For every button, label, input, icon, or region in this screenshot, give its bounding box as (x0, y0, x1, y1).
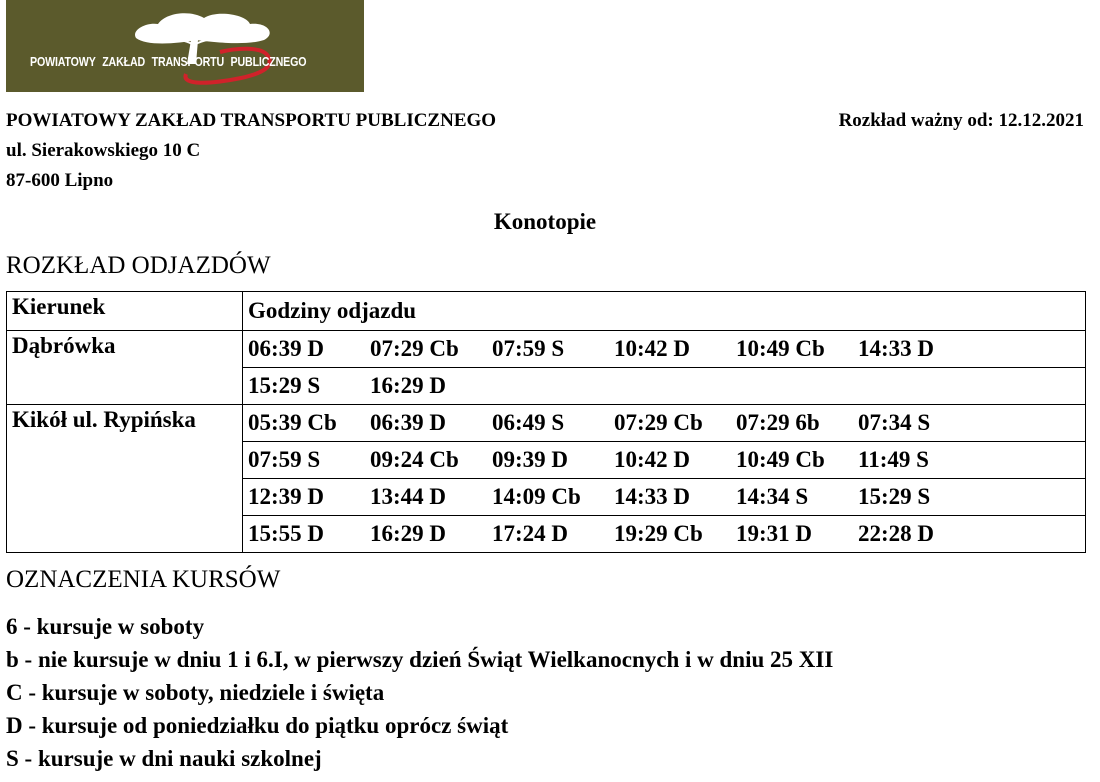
stop-name: Konotopie (493, 209, 597, 234)
departure-time: 07:59 S (248, 447, 321, 472)
times-cell (243, 405, 1086, 442)
departure-time: 19:29 Cb (614, 521, 703, 546)
departure-time: 10:42 D (614, 336, 691, 361)
legend-item: S - kursuje w dni nauki szkolnej (6, 746, 322, 771)
logo-word: ZAKŁAD (102, 54, 146, 69)
departure-time: 14:34 S (736, 484, 809, 509)
departure-time: 19:31 D (736, 521, 813, 546)
departure-time: 10:49 Cb (736, 447, 825, 472)
departure-time: 15:29 S (248, 373, 321, 398)
legend-item: b - nie kursuje w dniu 1 i 6.I, w pierwszy dzień Świąt Wielkanocnych i w dniu 25 XII (6, 647, 834, 672)
departure-time: 16:29 D (370, 521, 447, 546)
company-street: ul. Sierakowskiego 10 C (6, 140, 201, 161)
departure-time: 11:49 S (858, 447, 929, 472)
departure-time: 07:59 S (492, 336, 565, 361)
departure-time: 06:39 D (248, 336, 325, 361)
table-row (7, 405, 1086, 442)
departure-time: 13:44 D (370, 484, 447, 509)
times-cell (243, 331, 1086, 368)
departure-time: 07:29 Cb (614, 410, 703, 435)
departure-time: 14:09 Cb (492, 484, 581, 509)
company-address (6, 106, 496, 196)
times-cell (243, 516, 1086, 553)
legend-title: OZNACZENIA KURSÓW (6, 566, 281, 593)
company-city: 87-600 Lipno (6, 170, 114, 191)
departure-time: 10:49 Cb (736, 336, 825, 361)
column-header-hours: Godziny odjazdu (243, 292, 1086, 331)
departure-time: 14:33 D (858, 336, 935, 361)
table-row (7, 331, 1086, 368)
schedule-title: ROZKŁAD ODJAZDÓW (6, 252, 271, 279)
legend-list (6, 610, 833, 775)
legend-item: D - kursuje od poniedziałku do piątku oprócz świąt (6, 713, 509, 738)
logo-word: POWIATOWY (30, 54, 96, 69)
departure-time: 06:39 D (370, 410, 447, 435)
departure-time: 07:29 Cb (370, 336, 459, 361)
direction-name: Dąbrówka (7, 331, 243, 405)
departure-time: 09:39 D (492, 447, 569, 472)
departure-time: 14:33 D (614, 484, 691, 509)
company-name: POWIATOWY ZAKŁAD TRANSPORTU PUBLICZNEGO (6, 110, 497, 131)
departure-time: 15:55 D (248, 521, 325, 546)
tree-logo-icon (6, 0, 364, 92)
timetable (6, 291, 1086, 553)
valid-from: Rozkład ważny od: 12.12.2021 (838, 110, 1084, 131)
departure-time: 17:24 D (492, 521, 569, 546)
logo-word: TRANSPORTU (151, 54, 224, 69)
departure-time: 22:28 D (858, 521, 935, 546)
direction-name: Kikół ul. Rypińska (7, 405, 243, 553)
times-cell (243, 442, 1086, 479)
column-header-direction: Kierunek (7, 292, 243, 331)
departure-time: 15:29 S (858, 484, 931, 509)
departure-time: 12:39 D (248, 484, 325, 509)
logo-wordmark (30, 54, 313, 69)
legend-item: 6 - kursuje w soboty (6, 614, 205, 639)
legend-item: C - kursuje w soboty, niedziele i święta (6, 680, 385, 705)
departure-time: 07:34 S (858, 410, 931, 435)
departure-time: 07:29 6b (736, 410, 820, 435)
departure-time: 09:24 Cb (370, 447, 459, 472)
logo-word: PUBLICZNEGO (230, 54, 307, 69)
company-logo (6, 0, 364, 92)
departure-time: 06:49 S (492, 410, 565, 435)
times-cell (243, 479, 1086, 516)
departure-time: 10:42 D (614, 447, 691, 472)
departure-time: 05:39 Cb (248, 410, 337, 435)
departure-time: 16:29 D (370, 373, 447, 398)
times-cell (243, 368, 1086, 405)
table-header-row (7, 292, 1086, 331)
